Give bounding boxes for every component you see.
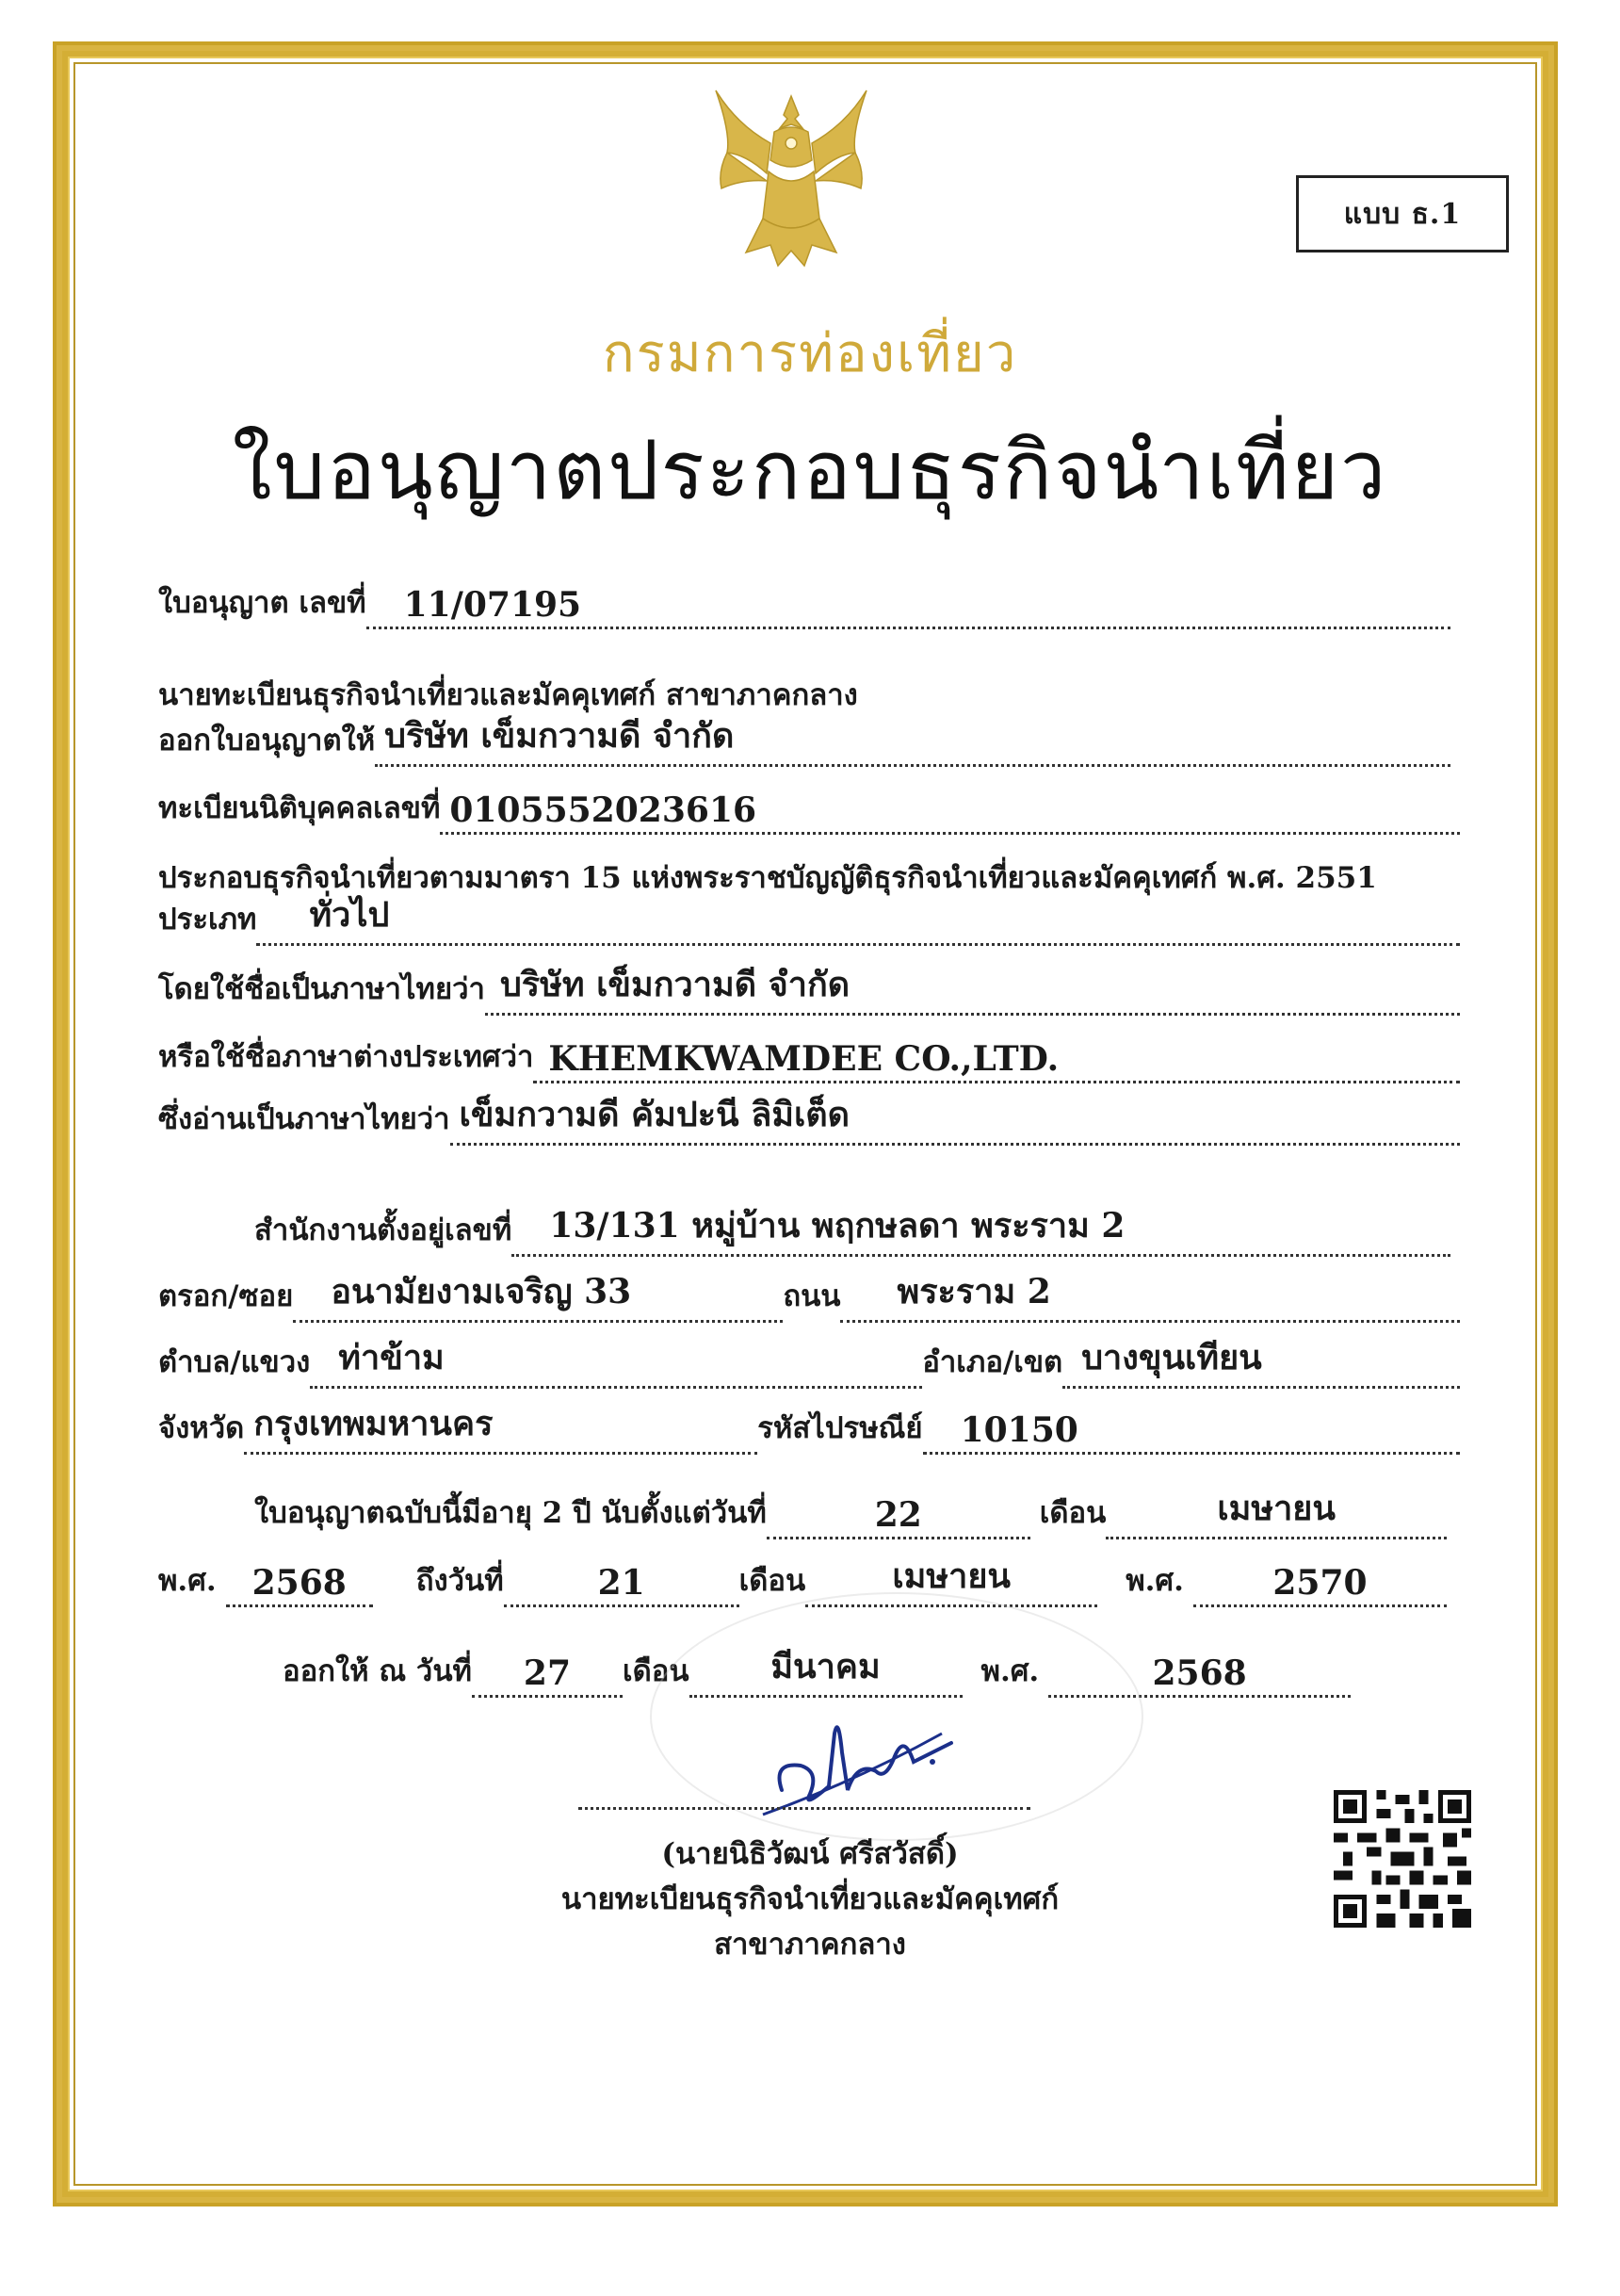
issued-month-label: เดือน bbox=[622, 1654, 689, 1688]
reading-value: เข็มกวามดี คัมปะนี ลิมิเต็ด bbox=[450, 1104, 1460, 1146]
road-label: ถนน bbox=[783, 1279, 841, 1313]
reading-row bbox=[158, 1095, 1460, 1146]
form-code: แบบ ธ.1 bbox=[1343, 197, 1462, 231]
validity-end-day: 21 bbox=[504, 1566, 739, 1607]
signatory-position: นายทะเบียนธุรกิจนำเที่ยวและมัคคุเทศก์ bbox=[560, 1882, 1060, 1916]
juristic-id-row bbox=[158, 784, 1460, 835]
issued-year: 2568 bbox=[1048, 1656, 1351, 1698]
validity-start-month: เมษายน bbox=[1106, 1498, 1447, 1539]
district-value: บางขุนเทียน bbox=[1062, 1347, 1460, 1389]
soi-road-row bbox=[158, 1272, 1460, 1323]
validity-end-month-label: เดือน bbox=[738, 1564, 806, 1598]
issued-day: 27 bbox=[472, 1656, 623, 1698]
thai-name-value: บริษัท เข็มกวามดี จำกัด bbox=[485, 974, 1460, 1016]
validity-start-day: 22 bbox=[767, 1498, 1030, 1539]
validity-year-label: พ.ศ. bbox=[158, 1564, 217, 1598]
qr-code-icon bbox=[1334, 1790, 1471, 1928]
category-value: ทั่วไป bbox=[256, 904, 1460, 946]
issued-to-row bbox=[158, 716, 1450, 767]
postcode-value: 10150 bbox=[923, 1413, 1460, 1455]
province-label: จังหวัด bbox=[158, 1411, 245, 1445]
garuda-emblem-icon bbox=[708, 87, 874, 285]
soi-label: ตรอก/ซอย bbox=[158, 1279, 294, 1313]
validity-row-1 bbox=[254, 1489, 1447, 1539]
category-row bbox=[158, 895, 1460, 946]
document-title: ใบอนุญาตประกอบธุรกิจนำเที่ยว bbox=[232, 424, 1388, 518]
validity-until-label: ถึงวันที่ bbox=[415, 1564, 504, 1598]
validity-end-year: 2570 bbox=[1193, 1566, 1447, 1607]
issued-month: มีนาคม bbox=[689, 1656, 963, 1698]
signatory-branch: สาขาภาคกลาง bbox=[714, 1928, 906, 1962]
subdistrict-value: ท่าข้าม bbox=[310, 1347, 922, 1389]
validity-month-label: เดือน bbox=[1039, 1496, 1107, 1530]
license-number: 11/07195 bbox=[366, 588, 1450, 629]
soi-value: อนามัยงามเจริญ 33 bbox=[293, 1281, 783, 1323]
category-label: ประเภท bbox=[158, 903, 257, 936]
signature-icon bbox=[744, 1696, 961, 1818]
road-value: พระราม 2 bbox=[840, 1281, 1460, 1323]
issued-year-label: พ.ศ. bbox=[980, 1654, 1040, 1688]
thai-name-label: โดยใช้ชื่อเป็นภาษาไทยว่า bbox=[158, 972, 485, 1006]
foreign-name-label: หรือใช้ชื่อภาษาต่างประเทศว่า bbox=[158, 1040, 534, 1074]
reading-label: ซึ่งอ่านเป็นภาษาไทยว่า bbox=[158, 1102, 450, 1136]
subdistrict-label: ตำบล/แขวง bbox=[158, 1345, 311, 1379]
province-value: กรุงเทพมหานคร bbox=[244, 1413, 757, 1455]
issued-to-label: ออกใบอนุญาตให้ bbox=[158, 724, 376, 757]
foreign-name-value: KHEMKWAMDEE CO.,LTD. bbox=[533, 1042, 1460, 1083]
issued-label: ออกให้ ณ วันที่ bbox=[283, 1654, 472, 1688]
act-line: ประกอบธุรกิจนำเที่ยวตามมาตรา 15 แห่งพระราชบัญญัติธุรกิจนำเที่ยวและมัคคุเทศก์ พ.ศ. 2551 bbox=[158, 861, 1377, 895]
foreign-name-row bbox=[158, 1033, 1460, 1083]
office-row bbox=[254, 1206, 1450, 1257]
validity-start-year: 2568 bbox=[226, 1566, 373, 1607]
validity-label: ใบอนุญาตฉบับนี้มีอายุ 2 ปี นับตั้งแต่วันที่ bbox=[254, 1496, 767, 1530]
registrar-line: นายทะเบียนธุรกิจนำเที่ยวและมัคคุเทศก์ สาขาภาคกลาง bbox=[158, 678, 858, 712]
department-name: กรมการท่องเที่ยว bbox=[602, 323, 1018, 384]
juristic-id-label: ทะเบียนนิติบุคคลเลขที่ bbox=[158, 791, 441, 825]
signatory-name: (นายนิธิวัฒน์ ศรีสวัสดิ์) bbox=[661, 1837, 959, 1871]
postcode-label: รหัสไปรษณีย์ bbox=[757, 1411, 923, 1445]
signature-line bbox=[578, 1807, 1030, 1810]
license-row bbox=[158, 578, 1450, 629]
license-label: ใบอนุญาต เลขที่ bbox=[158, 586, 366, 620]
office-value: 13/131 หมู่บ้าน พฤกษลดา พระราม 2 bbox=[511, 1215, 1450, 1257]
validity-row-2 bbox=[158, 1556, 1447, 1607]
form-code-box bbox=[1296, 175, 1509, 252]
validity-end-month: เมษายน bbox=[805, 1566, 1097, 1607]
validity-end-year-label: พ.ศ. bbox=[1126, 1564, 1184, 1598]
issued-to-value: บริษัท เข็มกวามดี จำกัด bbox=[375, 725, 1450, 767]
thai-name-row bbox=[158, 965, 1460, 1016]
office-label: สำนักงานตั้งอยู่เลขที่ bbox=[254, 1213, 512, 1247]
province-postcode-row bbox=[158, 1404, 1460, 1455]
juristic-id-value: 0105552023616 bbox=[440, 793, 1460, 835]
subdistrict-district-row bbox=[158, 1338, 1460, 1389]
district-label: อำเภอ/เขต bbox=[922, 1345, 1063, 1379]
